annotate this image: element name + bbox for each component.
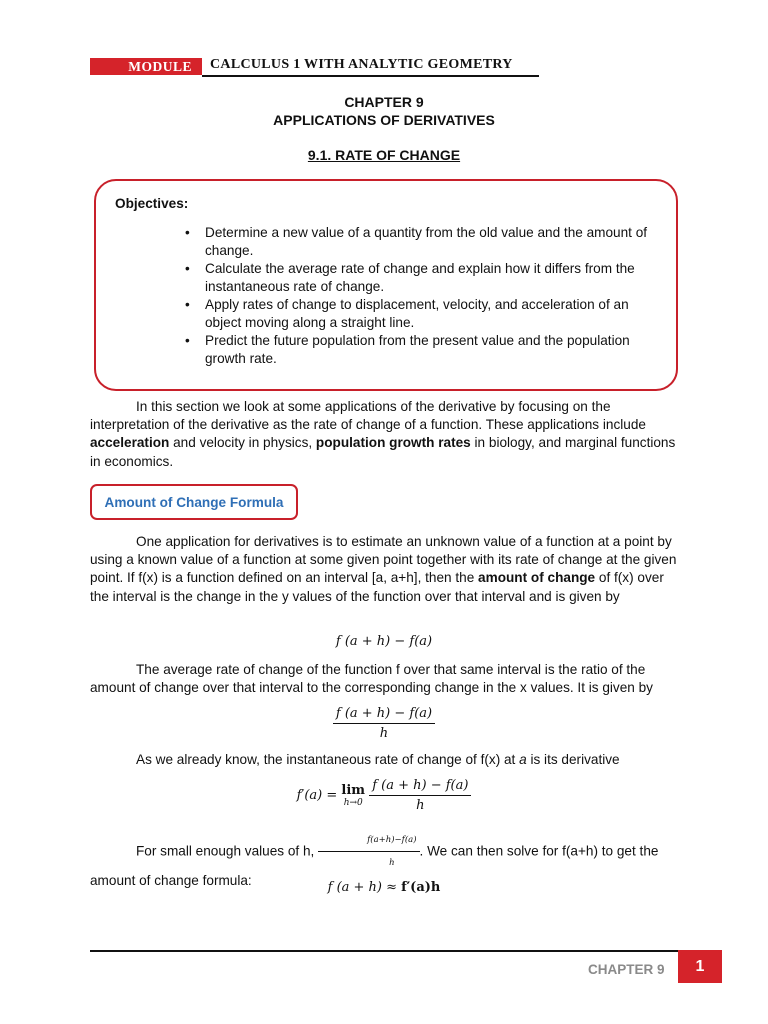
header-underline <box>202 75 539 77</box>
intro-text: in biology, and marginal functions in economics. <box>90 435 676 469</box>
objective-item: • Determine a new value of a quantity from the old value and the amount of change. <box>185 224 665 260</box>
intro-text: In this section we look at some applications of the derivative by focusing on the interpretation of the derivative as the rate of change of a function. These applications include <box>90 399 646 433</box>
chapter-title: APPLICATIONS OF DERIVATIVES <box>273 112 495 128</box>
module-tag: MODULE <box>90 58 202 75</box>
fraction <box>333 706 435 741</box>
intro-bold-population: population growth rates <box>315 435 471 451</box>
equation-amount-of-change-formula <box>0 880 768 895</box>
intro-text: and velocity in physics, <box>169 435 316 451</box>
objectives-heading: Objectives: <box>115 196 189 211</box>
fraction-denominator: h <box>416 798 425 813</box>
equation-amount-of-change: f (a + h) − f(a) <box>335 634 433 649</box>
paragraph-amount-of-change <box>90 533 686 606</box>
objective-item: • Predict the future population from the present value and the population growth rate. <box>185 332 665 368</box>
footer-chapter: CHAPTER 9 <box>588 962 665 977</box>
para-text: . We can then solve for f(a+h) to get the amount of change formula: <box>90 843 659 889</box>
para-text: For small enough values of h, <box>136 843 319 859</box>
para-text: is its derivative <box>526 752 620 767</box>
limit-text: lim <box>341 783 366 798</box>
footer-rule <box>90 950 678 952</box>
fraction-numerator: f (a + h) − f(a) <box>333 706 435 724</box>
intro-bold-acceleration: acceleration <box>90 435 170 451</box>
inline-fraction <box>318 831 419 872</box>
italic-a: a <box>519 752 527 767</box>
objective-item: • Calculate the average rate of change and explain how it differs from the instantaneous rate of change. <box>185 260 665 296</box>
amount-of-change-label: Amount of Change Formula <box>90 484 298 520</box>
bold-amount-of-change: amount of change <box>478 570 596 586</box>
para-text: As we already know, the instantaneous rate of change of f(x) at <box>136 752 520 767</box>
page-number: 1 <box>678 950 722 983</box>
para-text: of f(x) over the interval is the change in the y values of the function over that interval and is given by <box>90 570 664 604</box>
intro-paragraph <box>90 398 686 471</box>
paragraph-average-rate: The average rate of change of the function f over that same interval is the ratio of the amount of change over that interval to the corresponding change in the x values. It is given by <box>90 662 653 696</box>
module-title: CALCULUS 1 WITH ANALYTIC GEOMETRY <box>210 57 513 72</box>
fraction <box>369 778 471 813</box>
limit-subscript: h→0 <box>343 798 363 808</box>
paragraph-instantaneous-rate <box>90 751 686 769</box>
section-title: 9.1. RATE OF CHANGE <box>307 147 461 163</box>
approx-lhs: f (a + h) ≈ <box>327 880 402 895</box>
equation-derivative-limit <box>0 778 768 813</box>
limit-operator <box>341 783 365 808</box>
fraction-denominator: h <box>379 726 389 741</box>
chapter-number: CHAPTER 9 <box>344 94 424 110</box>
objective-item: • Apply rates of change to displacement, velocity, and acceleration of an object moving along a straight line. <box>185 296 665 332</box>
fraction-numerator: f (a + h) − f(a) <box>369 778 471 796</box>
objectives-list <box>185 224 665 368</box>
derivative-lhs: f′(a) = <box>296 788 342 803</box>
fraction-denominator: h <box>389 858 395 869</box>
approx-rhs: f′(a)h <box>401 880 441 895</box>
equation-average-rate <box>0 706 768 741</box>
para-text: One application for derivatives is to estimate an unknown value of a function at a point by using a known value of a function at some given point together with its rate of change at the given point. If f(x) is a function defined on an interval [a, a+h], then the <box>90 534 677 586</box>
fraction-numerator: f(a+h)−f(a) <box>318 831 419 852</box>
